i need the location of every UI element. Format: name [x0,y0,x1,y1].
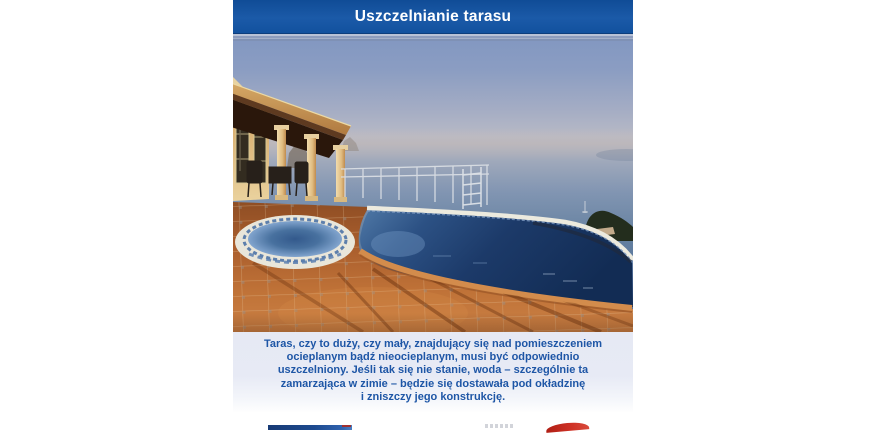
brochure-page [233,0,633,430]
gray-text-logo [485,424,513,428]
intro-panel [233,332,633,412]
header-gradient-strip [233,34,633,41]
red-swoosh-logo [546,421,590,433]
navy-bar-logo-red-tip [342,425,351,427]
intro-text-line: uszczelniony. Jeśli tak się nie stanie, woda – szczególnie ta [277,364,589,377]
navy-bar-logo [268,425,352,430]
terrace-photo [233,41,633,332]
intro-text-line: zamarzająca w zimie – będzie się dostawała pod okładzinę [280,377,586,390]
terrace-photo-art [233,41,633,332]
foreground-vignette [233,313,633,332]
page-title: Uszczelnianie tarasu [354,7,512,25]
page-header [233,0,633,34]
spa-pool [235,215,355,269]
intro-text-line: ocieplanym bądź nieocieplanym, musi być odpowiednio [286,351,580,364]
intro-text-line: i zniszczy jego konstrukcję. [360,390,506,403]
partner-logos-row [233,418,633,430]
intro-text-line: Taras, czy to duży, czy mały, znajdujący się nad pomieszczeniem [263,338,603,350]
